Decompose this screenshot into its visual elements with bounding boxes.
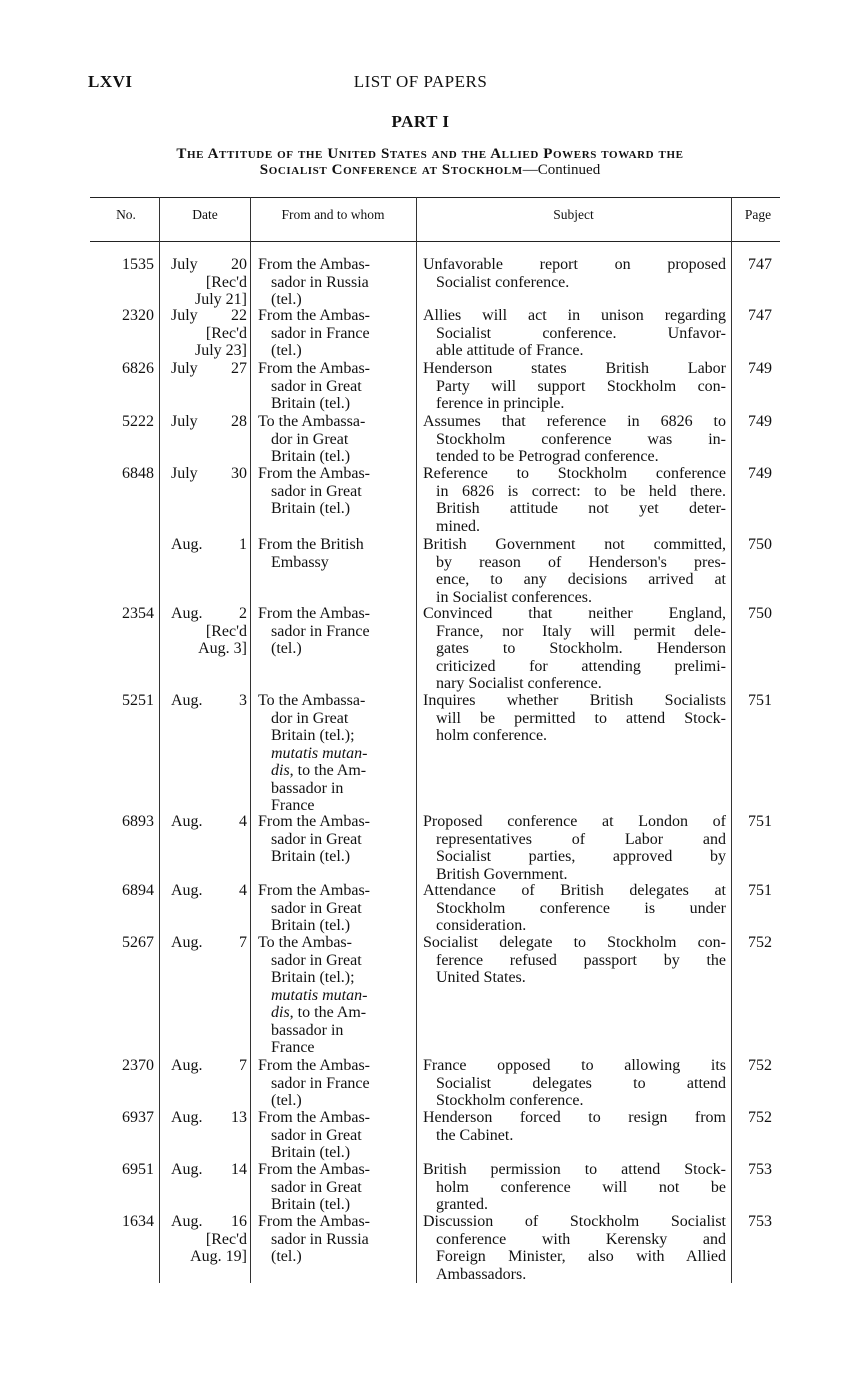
doc-from-to [258,1057,413,1110]
from-line: bassador in [271,779,344,797]
doc-page: 753 [748,1213,772,1230]
doc-from-to [258,256,413,309]
subject-line: tended to be Petrograd conference. [436,448,659,465]
from-line: sador in Great [271,951,362,969]
subject-line: holm conference. [436,727,548,744]
doc-page: 749 [748,360,772,377]
doc-from-to [258,360,413,413]
from-line: Britain (tel.); [271,727,355,744]
date-line: Aug. 7 [171,1057,247,1074]
column-divider [731,197,732,1283]
from-line: sador in France [271,324,370,342]
subject-line: Foreign Minister, also with Allied [436,1248,726,1265]
from-line: mutatis mutan- [271,986,368,1004]
from-line: From the Ambas- [258,465,370,482]
subject-line: Henderson states British Labor [423,360,726,377]
from-line: sador in Great [271,1126,362,1144]
from-line: From the Ambas- [258,605,370,622]
from-line: From the Ambas- [258,1057,370,1074]
doc-subject [423,813,726,883]
subject-line: Discussion of Stockholm Socialist [423,1213,726,1230]
doc-from-to [258,1109,413,1162]
date-line: Aug. 7 [171,934,247,951]
doc-from-to [258,1161,413,1214]
from-line: From the Ambas- [258,307,370,324]
doc-subject [423,934,726,987]
from-line: To the Ambas- [258,934,352,951]
doc-number: 5251 [122,692,154,709]
subject-line: Reference to Stockholm conference [423,465,726,482]
doc-number: 2370 [122,1057,154,1074]
doc-from-to [258,882,413,935]
doc-subject [423,1057,726,1110]
doc-number: 6951 [122,1161,154,1178]
subject-line: Socialist delegates to attend [436,1074,726,1092]
subject-line: Socialist delegate to Stockholm con- [423,934,726,951]
subject-line: able attitude of France. [436,342,584,359]
doc-date [163,1109,247,1127]
subject-line: conference with Kerensky and [436,1230,726,1248]
doc-date [163,692,247,710]
from-line: Britain (tel.); [271,969,355,986]
from-line: sador in Great [271,377,362,395]
from-line: sador in France [271,1074,370,1092]
from-line: Britain (tel.) [271,500,351,517]
subject-line: France opposed to allowing its [423,1057,726,1074]
subject-line: granted. [436,1196,488,1213]
running-title: LIST OF PAPERS [353,72,488,91]
column-header-no: No. [116,207,136,222]
doc-number: 5222 [122,413,154,430]
section-title-line1: The Attitude of the United States and the Allied Powers toward the [176,146,684,162]
subject-line: British Government not committed, [423,536,726,553]
date-line: July 28 [171,413,247,430]
doc-subject [423,536,726,606]
subject-line: Inquires whether British Socialists [423,692,726,709]
date-line: Aug. 4 [171,813,247,830]
subject-line: in Socialist conferences. [436,588,592,606]
from-line: bassador in [271,1021,344,1039]
doc-number: 6826 [122,360,154,377]
doc-subject [423,413,726,466]
from-line: (tel.) [271,291,302,308]
subject-line: United States. [436,969,526,986]
doc-subject [423,1109,726,1144]
date-line: [Rec'd [205,1230,247,1248]
from-line: dis, to the Am- [271,1004,367,1021]
subject-line: Socialist conference. Unfavor- [436,324,726,342]
from-line: sador in Russia [271,273,369,291]
column-header-page: Page [744,207,772,222]
doc-date [163,882,247,900]
section-title-main: Socialist Conference at Stockholm [259,162,523,178]
doc-from-to [258,1213,413,1266]
date-line: Aug. 3 [171,692,247,709]
from-line: From the Ambas- [258,1109,370,1126]
subject-line: Socialist parties, approved by [436,848,726,865]
subject-line: British permission to attend Stock- [423,1161,726,1178]
from-line: (tel.) [271,1092,302,1109]
continued-label: —Continued [522,162,601,178]
from-line: France [271,1039,315,1056]
doc-date [163,360,247,378]
from-line: mutatis mutan- [271,744,368,762]
column-header-date: Date [192,207,218,222]
subject-line: by reason of Henderson's pres- [436,553,726,571]
subject-line: ference refused passport by the [436,951,726,969]
from-line: From the Ambas- [258,256,370,273]
page-number: LXVI [88,72,133,91]
from-line: (tel.) [271,342,302,359]
doc-page: 753 [748,1161,772,1178]
subject-line: nary Socialist conference. [436,675,602,692]
date-line: [Rec'd [205,273,247,291]
doc-subject [423,360,726,413]
doc-date [163,536,247,554]
subject-line: France, nor Italy will permit dele- [436,622,726,640]
doc-subject [423,692,726,745]
subject-line: Unfavorable report on proposed [423,256,726,273]
doc-page: 751 [748,692,772,709]
column-divider [250,197,251,1283]
from-line: Britain (tel.) [271,848,351,865]
doc-subject [423,605,726,693]
doc-number: 2354 [122,605,154,622]
subject-line: representatives of Labor and [436,830,726,848]
doc-page: 747 [748,307,772,324]
doc-number: 6848 [122,465,154,482]
subject-line: consideration. [436,917,527,934]
doc-page: 752 [748,934,772,951]
doc-date [163,1213,247,1266]
doc-subject [423,1213,726,1283]
from-line: sador in Great [271,830,362,848]
from-line: From the Ambas- [258,360,370,377]
subject-line: Stockholm conference. [436,1092,584,1109]
doc-from-to [258,307,413,360]
from-line: dis, to the Am- [271,762,367,779]
from-line: From the British [258,536,364,553]
from-line: Embassy [271,553,329,571]
from-line: sador in Great [271,899,362,917]
from-line: From the Ambas- [258,813,370,830]
doc-page: 751 [748,882,772,899]
date-line: [Rec'd [205,622,247,640]
doc-date [163,1057,247,1075]
subject-line: ference in principle. [436,395,565,412]
table-top-rule [90,197,780,198]
doc-from-to [258,536,413,571]
from-line: sador in Great [271,482,362,500]
date-line: July 21] [195,291,247,308]
from-line: dor in Great [271,430,349,448]
subject-line: Party will support Stockholm con- [436,377,726,395]
column-divider [416,197,417,1283]
subject-line: Attendance of British delegates at [423,882,726,899]
doc-subject [423,307,726,360]
date-line: July 27 [171,360,247,377]
doc-from-to [258,692,413,815]
table-header-rule [90,241,780,242]
doc-date [163,934,247,952]
doc-date [163,813,247,831]
subject-line: mined. [436,517,480,535]
date-line: July 30 [171,465,247,482]
doc-subject [423,1161,726,1214]
doc-date [163,1161,247,1179]
doc-number: 6937 [122,1109,154,1126]
date-line: Aug. 1 [171,536,247,553]
doc-number: 1634 [122,1213,154,1230]
subject-line: Proposed conference at London of [423,813,726,830]
from-line: Britain (tel.) [271,1196,351,1213]
doc-page: 749 [748,465,772,482]
from-line: France [271,797,315,814]
doc-page: 752 [748,1057,772,1074]
column-header-from-to: From and to whom [281,207,385,222]
doc-from-to [258,605,413,658]
doc-from-to [258,813,413,866]
subject-line: holm conference will not be [436,1178,726,1196]
doc-subject [423,882,726,935]
from-line: sador in France [271,622,370,640]
date-line: Aug. 4 [171,882,247,899]
subject-line: ence, to any decisions arrived at [436,571,726,588]
subject-line: Socialist conference. [436,273,570,291]
section-title-line2 [70,162,790,179]
doc-number: 5267 [122,934,154,951]
date-line: July 22 [171,307,247,324]
doc-from-to [258,465,413,518]
doc-page: 750 [748,605,772,622]
subject-line: Stockholm conference was in- [436,430,726,448]
subject-line: Allies will act in unison regarding [423,307,726,324]
subject-line: British attitude not yet deter- [436,500,726,517]
subject-line: Stockholm conference is under [436,899,726,917]
from-line: Britain (tel.) [271,395,351,412]
date-line: Aug. 16 [171,1213,247,1230]
from-line: Britain (tel.) [271,448,351,465]
doc-subject [423,256,726,291]
date-line: July 20 [171,256,247,273]
date-line: Aug. 3] [198,640,247,657]
doc-page: 747 [748,256,772,273]
doc-page: 752 [748,1109,772,1126]
subject-line: Assumes that reference in 6826 to [423,413,726,430]
column-header-subject: Subject [553,207,594,222]
from-line: From the Ambas- [258,1213,370,1230]
from-line: sador in Great [271,1178,362,1196]
date-line: July 23] [195,342,247,359]
subject-line: will be permitted to attend Stock- [436,709,726,727]
from-line: To the Ambassa- [258,413,366,430]
doc-number: 6893 [122,813,154,830]
from-line: (tel.) [271,640,302,657]
date-line: Aug. 14 [171,1161,247,1178]
doc-page: 750 [748,536,772,553]
subject-line: criticized for attending prelimi- [436,657,726,675]
doc-date [163,256,247,309]
date-line: Aug. 19] [190,1248,247,1265]
from-line: To the Ambassa- [258,692,366,709]
doc-number: 6894 [122,882,154,899]
subject-line: Henderson forced to resign from [423,1109,726,1126]
doc-number: 1535 [122,256,154,273]
from-line: Britain (tel.) [271,917,351,934]
doc-date [163,605,247,658]
part-heading: PART I [391,112,450,131]
doc-subject [423,465,726,535]
date-line: Aug. 2 [171,605,247,622]
from-line: Britain (tel.) [271,1144,351,1161]
doc-page: 751 [748,813,772,830]
from-line: dor in Great [271,709,349,727]
from-line: sador in Russia [271,1230,369,1248]
from-line: From the Ambas- [258,882,370,899]
from-line: (tel.) [271,1248,302,1265]
doc-date [163,465,247,483]
subject-line: in 6826 is correct: to be held there. [436,482,726,500]
doc-from-to [258,413,413,466]
subject-line: British Government. [436,865,568,883]
subject-line: the Cabinet. [436,1126,514,1144]
doc-page: 749 [748,413,772,430]
doc-from-to [258,934,413,1057]
from-line: From the Ambas- [258,1161,370,1178]
column-divider [159,197,160,1283]
subject-line: gates to Stockholm. Henderson [436,640,726,657]
doc-date [163,413,247,431]
date-line: [Rec'd [205,324,247,342]
doc-number: 2320 [122,307,154,324]
date-line: Aug. 13 [171,1109,247,1126]
subject-line: Ambassadors. [436,1265,527,1283]
doc-date [163,307,247,360]
subject-line: Convinced that neither England, [423,605,726,622]
